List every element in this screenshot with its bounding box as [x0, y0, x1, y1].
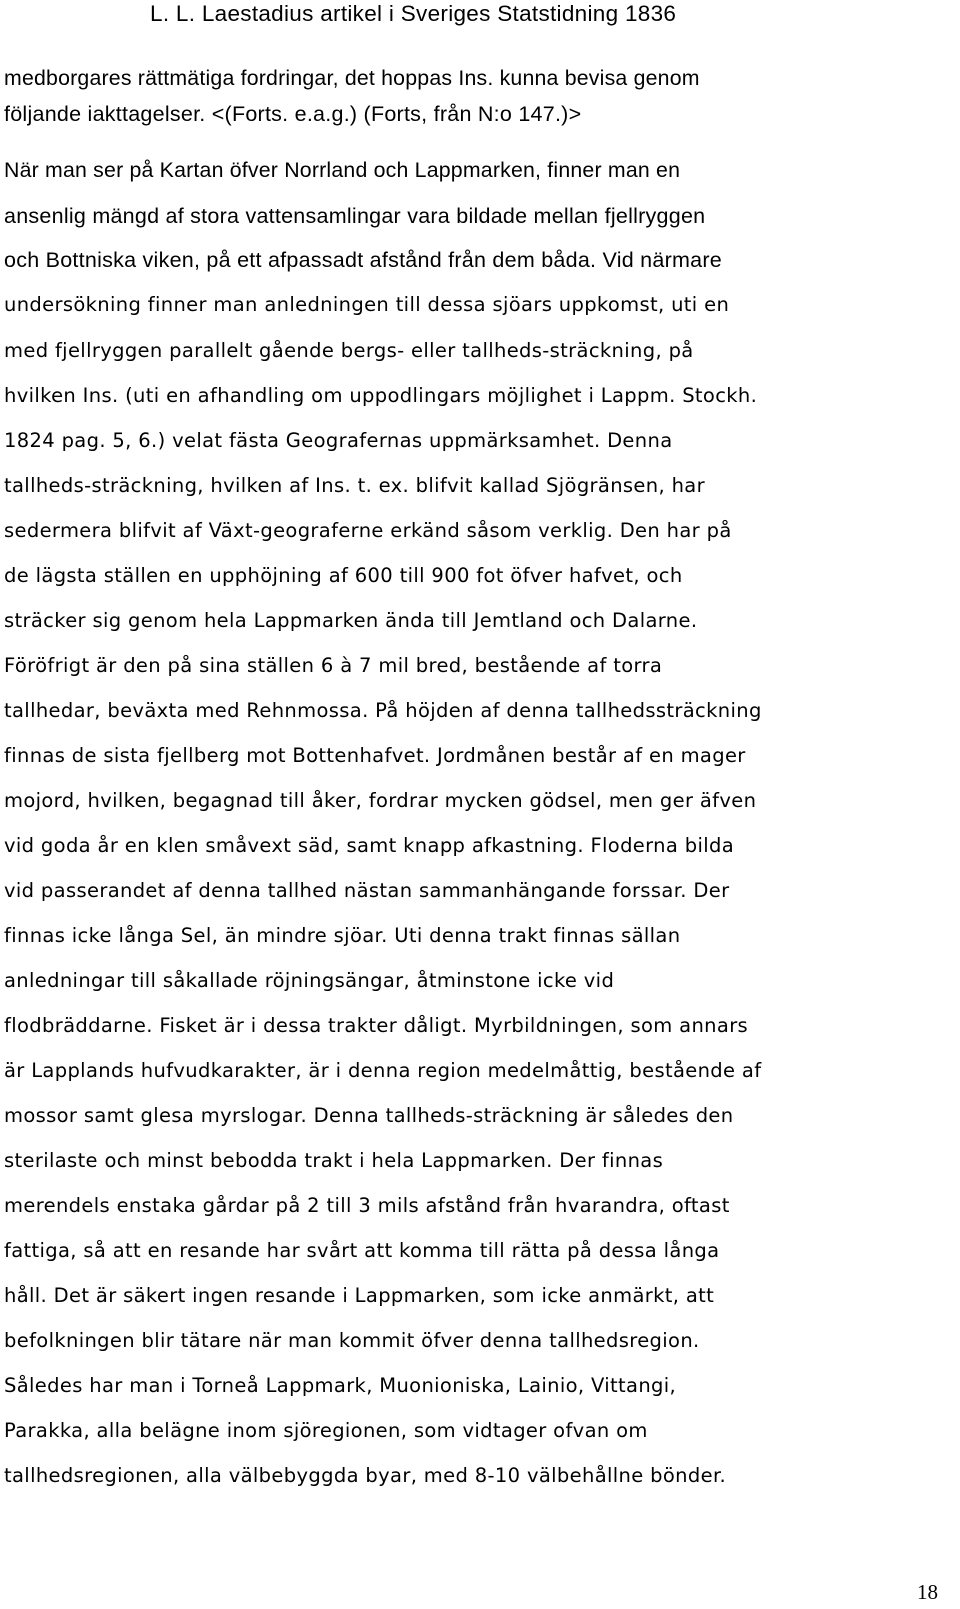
- text-line: finnas icke långa Sel, än mindre sjöar. Uti denna trakt finnas sällan: [4, 924, 681, 947]
- text-line: merendels enstaka gårdar på 2 till 3 mils afstånd från hvarandra, oftast: [4, 1194, 730, 1217]
- text-line: sedermera blifvit af Växt-geograferne erkänd såsom verklig. Den har på: [4, 519, 732, 542]
- text-line: hvilken Ins. (uti en afhandling om uppodlingars möjlighet i Lappm. Stockh.: [4, 384, 758, 407]
- text-line: När man ser på Kartan öfver Norrland och Lappmarken, finner man en: [4, 158, 681, 182]
- text-line: fattiga, så att en resande har svårt att komma till rätta på dessa långa: [4, 1239, 720, 1262]
- text-line: de lägsta ställen en upphöjning af 600 till 900 fot öfver hafvet, och: [4, 564, 683, 587]
- text-line: medborgares rättmätiga fordringar, det hoppas Ins. kunna bevisa genom: [4, 66, 700, 90]
- text-line: Parakka, alla belägne inom sjöregionen, som vidtager ofvan om: [4, 1419, 648, 1442]
- text-line: vid passerandet af denna tallhed nästan sammanhängande forssar. Der: [4, 879, 730, 902]
- text-line: tallheds-sträckning, hvilken af Ins. t. ex. blifvit kallad Sjögränsen, har: [4, 474, 705, 497]
- text-line: sträcker sig genom hela Lappmarken ända till Jemtland och Dalarne.: [4, 609, 698, 632]
- text-line: tallhedsregionen, alla välbebyggda byar, med 8-10 välbehållne bönder.: [4, 1464, 727, 1487]
- text-line: anledningar till såkallade röjningsängar, åtminstone icke vid: [4, 969, 615, 992]
- text-line: sterilaste och minst bebodda trakt i hela Lappmarken. Der finnas: [4, 1149, 664, 1172]
- text-line: håll. Det är säkert ingen resande i Lappmarken, som icke anmärkt, att: [4, 1284, 715, 1307]
- text-line: är Lapplands hufvudkarakter, är i denna region medelmåttig, bestående af: [4, 1059, 762, 1082]
- text-line: 1824 pag. 5, 6.) velat fästa Geografernas uppmärksamhet. Denna: [4, 429, 673, 452]
- text-line: och Bottniska viken, på ett afpassadt afstånd från dem båda. Vid närmare: [4, 248, 722, 272]
- text-line: flodbräddarne. Fisket är i dessa trakter dåligt. Myrbildningen, som annars: [4, 1014, 749, 1037]
- text-line: med fjellryggen parallelt gående bergs- eller tallheds-sträckning, på: [4, 339, 694, 362]
- text-line: finnas de sista fjellberg mot Bottenhafvet. Jordmånen består af en mager: [4, 744, 746, 767]
- text-line: mojord, hvilken, begagnad till åker, fordrar mycken gödsel, men ger äfven: [4, 789, 757, 812]
- text-line: mossor samt glesa myrslogar. Denna tallheds-sträckning är således den: [4, 1104, 734, 1127]
- page-header-title: L. L. Laestadius artikel i Sveriges Statstidning 1836: [150, 1, 677, 26]
- text-line: befolkningen blir tätare när man kommit öfver denna tallhedsregion.: [4, 1329, 700, 1352]
- text-line: undersökning finner man anledningen till dessa sjöars uppkomst, uti en: [4, 293, 730, 316]
- text-line: Föröfrigt är den på sina ställen 6 à 7 mil bred, bestående af torra: [4, 654, 663, 677]
- text-line: ansenlig mängd af stora vattensamlingar vara bildade mellan fjellryggen: [4, 204, 706, 228]
- text-line: tallhedar, beväxta med Rehnmossa. På höjden af denna tallhedssträckning: [4, 699, 762, 722]
- text-line: vid goda år en klen småvext säd, samt knapp afkastning. Floderna bilda: [4, 834, 735, 857]
- page-number: 18: [917, 1580, 938, 1604]
- text-line: Således har man i Torneå Lappmark, Muonioniska, Lainio, Vittangi,: [4, 1374, 677, 1397]
- text-line: följande iakttagelser. <(Forts. e.a.g.) (Forts, från N:o 147.)>: [4, 102, 582, 126]
